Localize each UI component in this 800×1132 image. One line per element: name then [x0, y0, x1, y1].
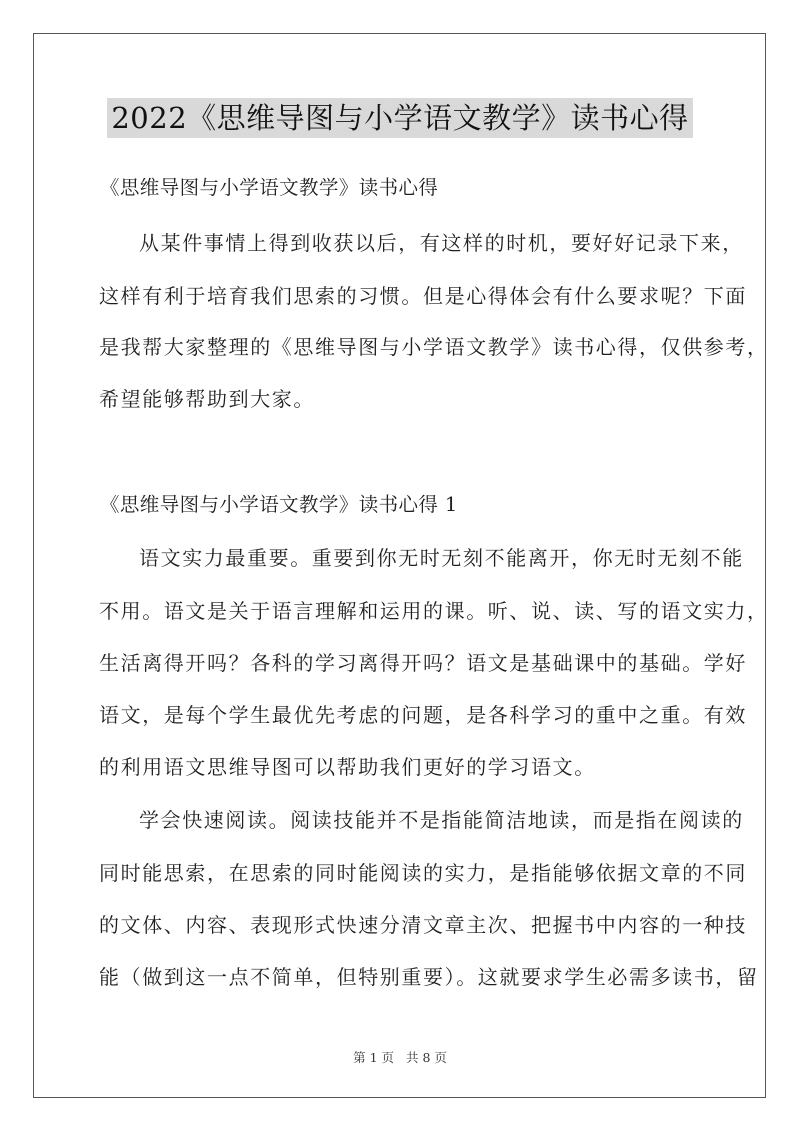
intro-line: 是我帮大家整理的《思维导图与小学语文教学》读书心得，仅供参考，	[99, 335, 769, 359]
intro-line: 希望能够帮助到大家。	[99, 387, 315, 411]
part1-heading: 《思维导图与小学语文教学》读书心得 1	[100, 493, 458, 516]
paragraph-line: 生活离得开吗？各科的学习离得开吗？语文是基础课中的基础。学好	[99, 651, 747, 675]
paragraph-line: 学会快速阅读。阅读技能并不是指能简洁地读，而是指在阅读的	[139, 808, 744, 832]
title-container	[0, 98, 800, 138]
page-total: 共 8 页	[405, 1050, 447, 1065]
paragraph-line: 不用。语文是关于语言理解和运用的课。听、说、读、写的语文实力，	[99, 599, 769, 623]
paragraph-line: 同时能思索，在思索的同时能阅读的实力，是指能够依据文章的不同	[99, 861, 747, 885]
paragraph-line: 能（做到这一点不简单，但特别重要）。这就要求学生必需多读书，留	[99, 965, 759, 989]
section-heading: 《思维导图与小学语文教学》读书心得	[100, 176, 439, 199]
page-footer	[0, 1049, 800, 1067]
paragraph-line: 的利用语文思维导图可以帮助我们更好的学习语文。	[99, 755, 596, 779]
paragraph-line: 语文实力最重要。重要到你无时无刻不能离开，你无时无刻不能	[139, 546, 744, 570]
paragraph-line: 语文，是每个学生最优先考虑的问题，是各科学习的重中之重。有效	[99, 703, 747, 727]
intro-line: 从某件事情上得到收获以后，有这样的时机，要好好记录下来，	[139, 231, 744, 255]
intro-line: 这样有利于培育我们思索的习惯。但是心得体会有什么要求呢？下面	[99, 284, 747, 308]
document-title: 2022《思维导图与小学语文教学》读书心得	[107, 98, 692, 138]
paragraph-line: 的文体、内容、表现形式快速分清文章主次、把握书中内容的一种技	[99, 913, 747, 937]
page-number: 第 1 页	[353, 1050, 394, 1065]
